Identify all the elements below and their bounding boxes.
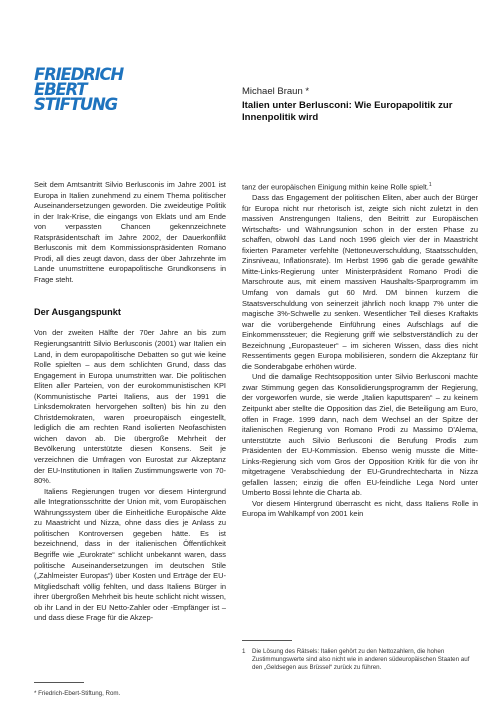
logo-line-1: FRIEDRICH (34, 65, 124, 84)
right-column (242, 180, 478, 520)
intro-paragraph: Seit dem Amtsantritt Silvio Berlusconis im Jahre 2001 ist Europa in Italien zunehmend zu einem Thema politischer Auseinandersetzungen geworden. Die zweideutige Politik in der Irak-Krise, die eingangs von Eklats und am Ende von verpassten Chancen gekennzeichnete Ratspräsidentschaft im Jahre 2002, der Dauerkonflikt Berlusconis mit dem Kommissionspräsidenten Romano Prodi, all dies zeugt davon, dass der über Jahrzehnte im Lande unumstrittene europapolitische Grundkonsens in Frage steht. (34, 180, 226, 284)
footnote-rule-right (242, 640, 292, 641)
footnote-rule-left (34, 682, 84, 683)
logo-line-2: EBERT (34, 80, 87, 99)
body-paragraph-2: Italiens Regierungen trugen vor diesem Hintergrund alle Integrationsschritte der Union mit, vom Europäischen Währungssystem über die Einheitliche Europäische Akte zu Maastricht und Nizza, ohne dass dies je Anlass zu politischen Kontroversen gegeben hätte. Es ist bezeichnend, dass in der italienischen Öffentlichkeit Begriffe wie „Eurokrate“ schlicht unbekannt waren, dass politische Auseinandersetzungen im deutschen Stile („Zahlmeister Europas“) über Kosten und Erträge der EU-Mitgliedschaft völlig fehlten, und dass Italiens Bürger in ihrer übergroßen Mehrheit bis heute schlicht nicht wissen, ob ihr Land in der EU Netto-Zahler oder -Empfänger ist – und dass diese Frage für die Akzep- (34, 486, 226, 623)
author-name: Michael Braun * (242, 86, 310, 97)
body-paragraph-3-text: tanz der europäischen Einigung mithin keine Rolle spielt. (242, 182, 429, 192)
author-footnote: * Friedrich-Ebert-Stiftung, Rom. (34, 690, 121, 697)
body-paragraph-4: Dass das Engagement der politischen Eliten, aber auch der Bürger für Europa nicht nur rhetorisch ist, zeigte sich nicht zuletzt in den massiven Anstrengungen Italiens, den Beitritt zur Europäischen Wirtschafts- und Währungsunion schon in der ersten Phase zu schaffen, obwohl das Land noch 1996 gleich vier der in Maastricht fixierten Parameter verfehlte (Nettoneuverschuldung, Staatsschulden, Zinsniveau, Inflationsrate). Im Herbst 1996 gab die gerade gewählte Mitte-Links-Regierung unter Ministerpräsident Romano Prodi die Marschroute aus, mit einem massiven Haushalts-Sparprogramm im Umfang von damals gut 60 Mrd. DM binnen kurzem die Staatsverschuldung von seinerzeit jährlich noch knapp 7% unter die magische 3%-Schwelle zu senken. Wesentlicher Teil dieses Kraftakts war die vorübergehende Einführung eines Aufschlags auf die Einkommenssteuer; die Regierung griff wie selbstverständlich zu der Bezeichnung „Europasteuer“ – im sicheren Wissen, dass dies nicht Ressentiments gegen Europa mobilisieren, sondern die Akzeptanz für die Sonderabgabe erhöhen würde. (242, 193, 478, 371)
friedrich-ebert-stiftung-logo (34, 67, 126, 112)
footnote-reference[interactable]: 1 (428, 182, 432, 188)
footnote-1 (242, 648, 478, 673)
logo-line-3: STIFTUNG (34, 95, 117, 114)
body-paragraph-6: Vor diesem Hintergrund überrascht es nicht, dass Italiens Rolle in Europa im Wahlkampf von 2001 kein (242, 498, 478, 519)
body-paragraph-3 (242, 180, 478, 193)
article-title: Italien unter Berlusconi: Wie Europapolitik zur Innenpolitik wird (242, 100, 453, 123)
left-column (34, 180, 226, 624)
body-paragraph-5: Und die damalige Rechtsopposition unter Silvio Berlusconi machte zwar Stimmung gegen das Konsolidierungsprogramm der Regierung, der vorgeworfen wurde, sie werde „Italien kaputtsparen“ – zu keinem Zeitpunkt aber stellte die Opposition das Ziel, die Beteiligung am Euro, offen in Frage. 1999 dann, nach dem Wechsel an der Spitze der italienischen Regierung von Romano Prodi zu Massimo D’Alema, unterstützte auch Silvio Berlusconi die Berufung Prodis zum Präsidenten der EU-Kommission. Ebenso wenig musste die Mitte-Links-Regierung sich vom Gros der Opposition Kritik für die von ihr mitgetragene Verabschiedung der EU-Grundrechtecharta in Nizza gefallen lassen; einzig die offen EU-feindliche Lega Nord unter Umberto Bossi lehnte die Charta ab. (242, 372, 478, 498)
footnote-text: Die Lösung des Rätsels: Italien gehört zu den Nettozahlern, die hohen Zustimmungswerte sind also nicht wie in anderen südeuropäischen Staaten auf den „Geldsegen aus Brüssel“ zurück zu führen. (252, 648, 470, 672)
footnote-number: 1 (242, 648, 246, 655)
section-heading: Der Ausgangspunkt (34, 307, 121, 318)
body-paragraph-1: Von der zweiten Hälfte der 70er Jahre an bis zum Regierungsantritt Silvio Berlusconis (2001) war Italien ein Land, in dem europapolitische Debatten so gut wie keine Rolle spielten – aus dem schlichten Grund, dass das Engagement in Europa unumstritten war. Die politischen Eliten aller Parteien, von der eurokommunistischen KPI (Kommunistische Partei Italiens, aus der 1991 die Linksdemokraten hervorgehen sollten) bis hin zu den Christdemokraten, waren proeuropäisch eingestellt, lediglich die am rechten Rand isolierten Neofaschisten wichen davon ab. Die übergroße Mehrheit der Bevölkerung unterstützte diesen Konsens. Seit je verzeichnen die Umfragen von Eurostat zur Akzeptanz der EU-Institutionen in Italien Zustimmungswerte von 70-80%. (34, 328, 226, 486)
